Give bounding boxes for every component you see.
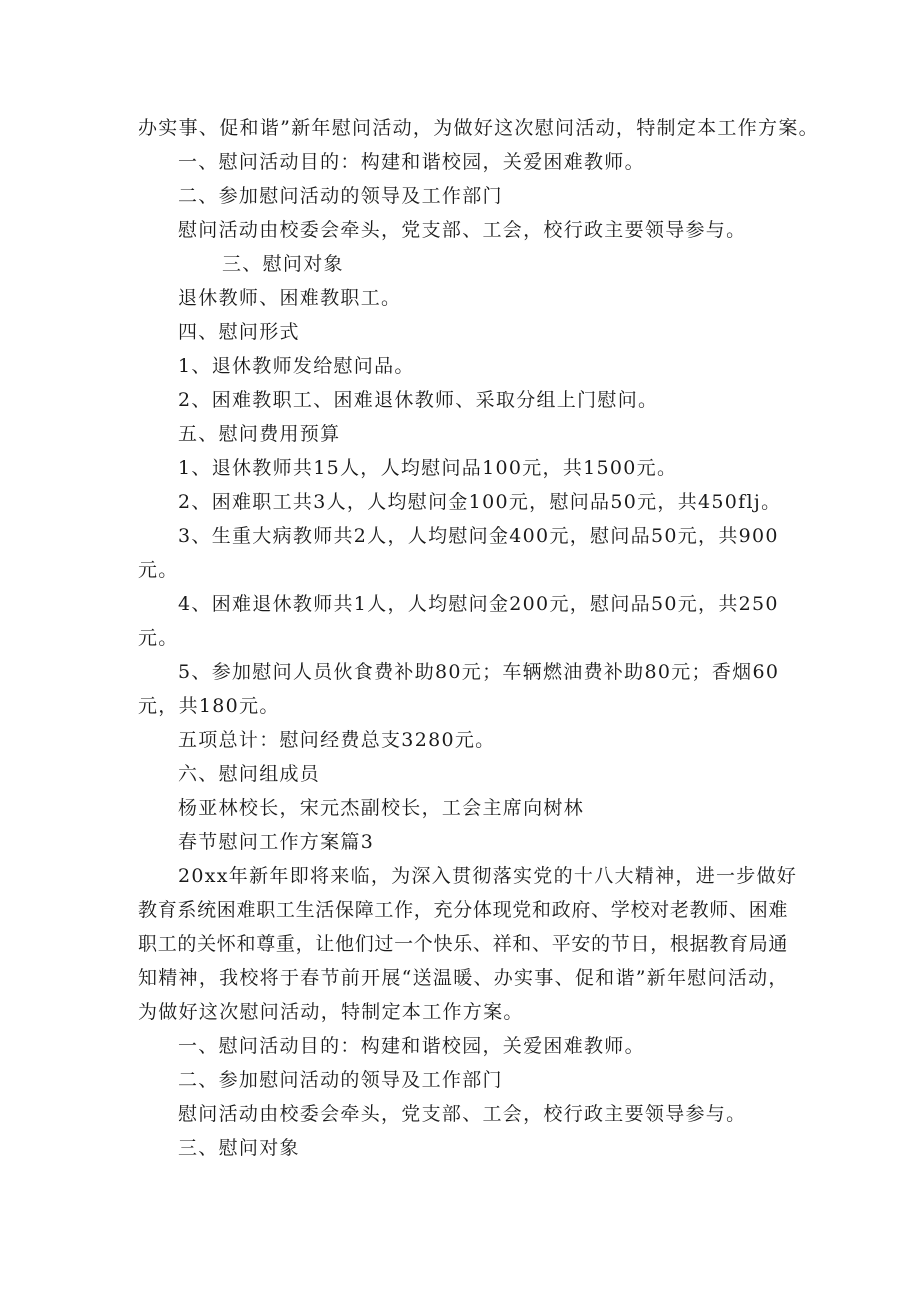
text-line: 元。 — [138, 627, 179, 649]
text-line: 1、退休教师发给慰问品。 — [178, 355, 415, 377]
text-line: 三、慰问对象 — [222, 253, 344, 275]
text-line: 20xx年新年即将来临，为深入贯彻落实党的十八大精神，进一步做好 — [178, 865, 798, 887]
text-line: 5、参加慰问人员伙食费补助80元；车辆燃油费补助80元；香烟60 — [178, 661, 780, 683]
text-line: 2、困难教职工、困难退休教师、采取分组上门慰问。 — [178, 389, 659, 411]
text-line: 办实事、促和谐”新年慰问活动，为做好这次慰问活动，特制定本工作方案。 — [138, 117, 819, 139]
text-line: 知精神，我校将于春节前开展“送温暖、办实事、促和谐”新年慰问活动， — [138, 967, 788, 989]
text-line: 退休教师、困难教职工。 — [178, 287, 402, 309]
text-line: 一、慰问活动目的：构建和谐校园，关爱困难教师。 — [178, 1035, 645, 1057]
text-line: 职工的关怀和尊重，让他们过一个快乐、祥和、平安的节日，根据教育局通 — [138, 933, 788, 955]
text-line: 1、退休教师共15人，人均慰问品100元，共1500元。 — [178, 457, 678, 479]
text-line: 六、慰问组成员 — [178, 763, 321, 785]
text-line: 慰问活动由校委会牵头，党支部、工会，校行政主要领导参与。 — [178, 1103, 747, 1125]
text-line: 3、生重大病教师共2人，人均慰问金400元，慰问品50元，共900 — [178, 525, 779, 547]
text-line: 二、参加慰问活动的领导及工作部门 — [178, 185, 503, 207]
text-line: 4、困难退休教师共1人，人均慰问金200元，慰问品50元，共250 — [178, 593, 779, 615]
text-line: 教育系统困难职工生活保障工作，充分体现党和政府、学校对老教师、困难 — [138, 899, 788, 921]
text-line: 杨亚林校长，宋元杰副校长，工会主席向树林 — [178, 797, 585, 819]
text-line: 一、慰问活动目的：构建和谐校园，关爱困难教师。 — [178, 151, 645, 173]
text-line: 元，共180元。 — [138, 695, 280, 717]
text-line: 为做好这次慰问活动，特制定本工作方案。 — [138, 1001, 524, 1023]
text-line: 四、慰问形式 — [178, 321, 300, 343]
text-line: 慰问活动由校委会牵头，党支部、工会，校行政主要领导参与。 — [178, 219, 747, 241]
text-line: 二、参加慰问活动的领导及工作部门 — [178, 1069, 503, 1091]
text-line: 五项总计：慰问经费总支3280元。 — [178, 729, 496, 751]
text-line: 元。 — [138, 559, 179, 581]
text-line: 五、慰问费用预算 — [178, 423, 341, 445]
section-heading: 春节慰问工作方案篇3 — [178, 831, 375, 853]
text-line: 2、困难职工共3人，人均慰问金100元，慰问品50元，共450flj。 — [178, 491, 782, 513]
text-line: 三、慰问对象 — [178, 1137, 300, 1159]
